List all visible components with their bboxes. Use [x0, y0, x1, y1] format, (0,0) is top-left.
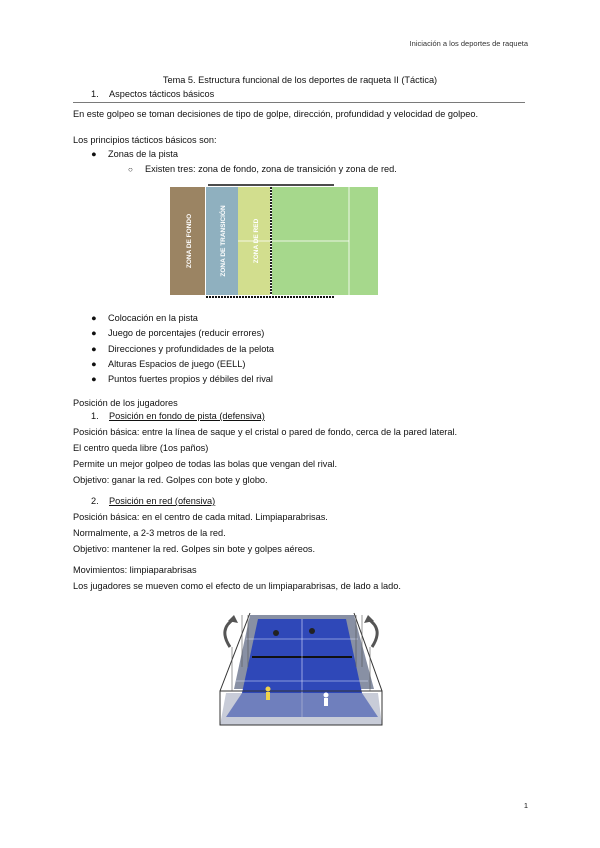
- bullet-text: Colocación en la pista: [108, 313, 198, 323]
- court-zones-diagram: [168, 181, 380, 298]
- bullet-text: Juego de porcentajes (reducir errores): [108, 328, 265, 338]
- position-1-line: Objetivo: ganar la red. Golpes con bote y globo.: [73, 475, 268, 485]
- bullet-zonas: [91, 149, 178, 159]
- sub-bullet-text: Existen tres: zona de fondo, zona de transición y zona de red.: [145, 164, 397, 174]
- bullet-dot: ●: [91, 328, 97, 338]
- padel-court-illustration: [212, 607, 390, 731]
- left-arrow-icon: [225, 619, 234, 647]
- player-far-right: [309, 628, 315, 634]
- section-number: 1.: [91, 89, 99, 99]
- heading-rule: [73, 102, 525, 103]
- intro-paragraph: En este golpeo se toman decisiones de tipo de golpe, dirección, profundidad y velocidad de golpeo.: [73, 109, 479, 119]
- positions-title: Posición de los jugadores: [73, 398, 178, 408]
- label-zona-fondo: ZONA DE FONDO: [186, 213, 193, 269]
- position-1-number: 1.: [91, 411, 99, 421]
- sub-bullet-zonas: [128, 164, 397, 174]
- right-arrow-icon: [368, 619, 377, 647]
- position-1-heading: [91, 411, 265, 421]
- position-1-line: El centro queda libre (1os paños): [73, 443, 209, 453]
- bullet-text: Direcciones y profundidades de la pelota: [108, 344, 274, 354]
- section-heading: [91, 89, 214, 99]
- position-1-line: Posición básica: entre la línea de saque y el cristal o pared de fondo, cerca de la pared lateral.: [73, 427, 458, 437]
- movements-text: Los jugadores se mueven como el efecto de un limpiaparabrisas, de lado a lado.: [73, 581, 401, 591]
- position-1-title: Posición en fondo de pista (defensiva): [109, 411, 265, 421]
- player-near-left: [266, 687, 271, 701]
- page-title: Tema 5. Estructura funcional de los deportes de raqueta II (Táctica): [162, 75, 438, 85]
- bullet-dot: ●: [91, 149, 97, 159]
- position-2-line: Objetivo: mantener la red. Golpes sin bote y golpes aéreos.: [73, 544, 316, 554]
- running-header: Iniciación a los deportes de raqueta: [409, 39, 528, 48]
- position-2-title: Posición en red (ofensiva): [109, 496, 216, 506]
- bullet-item: [91, 313, 198, 323]
- position-2-heading: [91, 496, 215, 506]
- bullet-dot: ●: [91, 374, 97, 384]
- bullet-text: Zonas de la pista: [108, 149, 178, 159]
- position-2-line: Posición básica: en el centro de cada mitad. Limpiaparabrisas.: [73, 512, 328, 522]
- sub-bullet-circle: ○: [128, 165, 133, 174]
- player-near-right: [324, 693, 329, 707]
- bullet-item: [91, 359, 245, 369]
- movements-title: Movimientos: limpiaparabrisas: [73, 565, 197, 575]
- position-2-line: Normalmente, a 2-3 metros de la red.: [73, 528, 226, 538]
- position-2-number: 2.: [91, 496, 99, 506]
- front-glass-wall: [220, 693, 382, 725]
- bullet-item: [91, 344, 274, 354]
- position-1-line: Permite un mejor golpeo de todas las bolas que vengan del rival.: [73, 459, 338, 469]
- bullet-text: Alturas Espacios de juego (EELL): [108, 359, 246, 369]
- player-far-left: [273, 630, 279, 636]
- label-zona-transicion: ZONA DE TRANSICIÓN: [220, 205, 227, 277]
- bullet-item: [91, 374, 273, 384]
- section-title: Aspectos tácticos básicos: [109, 89, 215, 99]
- bullet-dot: ●: [91, 344, 97, 354]
- page-number: 1: [523, 801, 528, 810]
- principles-intro: Los principios tácticos básicos son:: [73, 135, 217, 145]
- bullet-dot: ●: [91, 359, 97, 369]
- bullet-dot: ●: [91, 313, 97, 323]
- bullet-item: [91, 328, 264, 338]
- label-zona-red: ZONA DE RED: [253, 218, 260, 264]
- bullet-text: Puntos fuertes propios y débiles del rival: [108, 374, 273, 384]
